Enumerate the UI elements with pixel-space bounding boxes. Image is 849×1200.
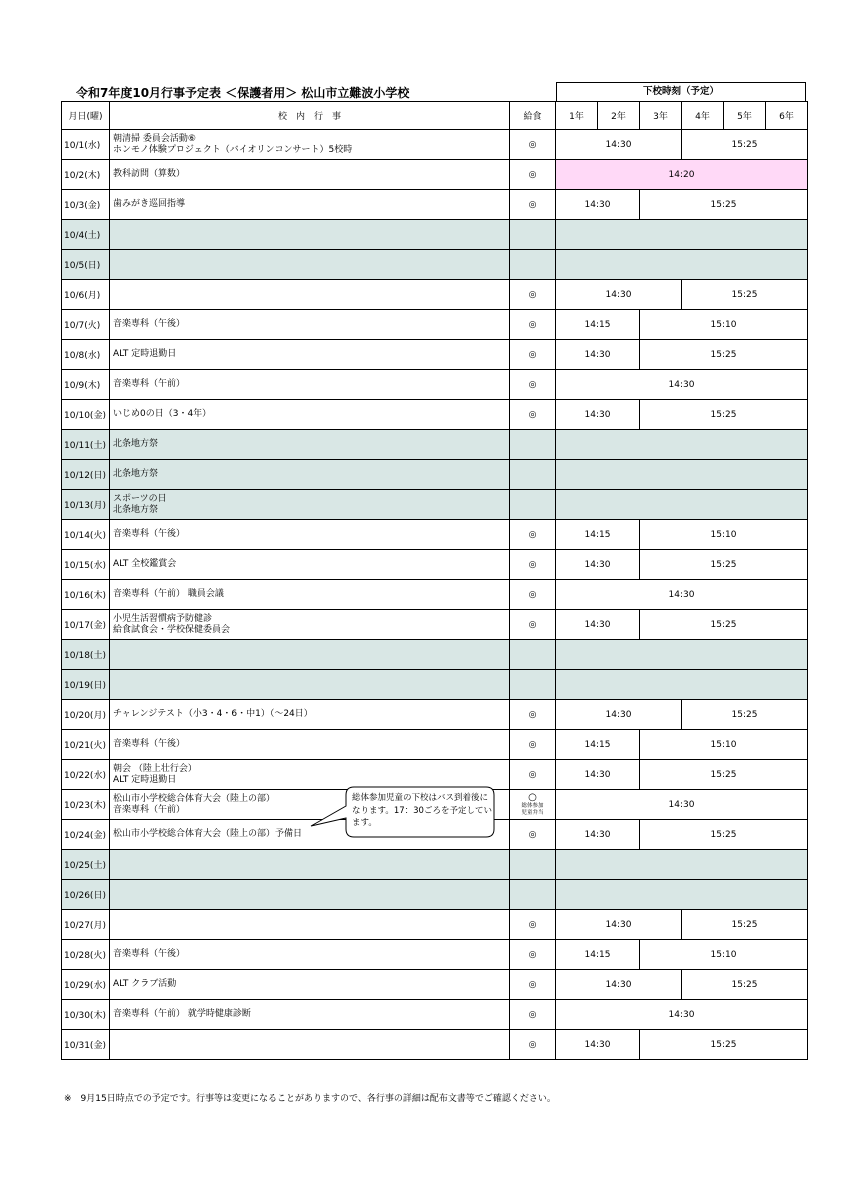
- row-dismissal-time: 14:20: [556, 160, 808, 190]
- event-line: 音楽専科（午前） 職員会議: [113, 589, 224, 599]
- row-dismissal-time: 14:30: [556, 1000, 808, 1030]
- row-dismissal-time: 14:30: [556, 400, 640, 430]
- row-date: 10/21(火): [62, 730, 110, 760]
- row-date: 10/11(土): [62, 430, 110, 460]
- row-date: 10/27(月): [62, 910, 110, 940]
- row-date: 10/6(月): [62, 280, 110, 310]
- event-line: 小児生活習慣病予防健診: [113, 613, 213, 624]
- row-date: 10/19(日): [62, 670, 110, 700]
- row-dismissal-time: 15:25: [640, 820, 808, 850]
- row-meal: ◎: [510, 160, 556, 190]
- row-dismissal-time: 15:25: [640, 400, 808, 430]
- row-dismissal-time: 14:15: [556, 730, 640, 760]
- row-date: 10/10(金): [62, 400, 110, 430]
- row-date: 10/13(月): [62, 490, 110, 520]
- row-dismissal-time: 14:30: [556, 790, 808, 820]
- row-date: 10/15(水): [62, 550, 110, 580]
- row-meal: ◎: [510, 520, 556, 550]
- event-line: 音楽専科（午前） 就学時健康診断: [113, 1009, 251, 1019]
- meal-mark: ○: [528, 792, 537, 803]
- row-meal: ◎: [510, 190, 556, 220]
- row-meal: ◎: [510, 580, 556, 610]
- row-date: 10/12(日): [62, 460, 110, 490]
- row-meal: ◎: [510, 610, 556, 640]
- header-grade-3: 3年: [640, 102, 682, 130]
- row-dismissal-time: 15:25: [682, 910, 808, 940]
- row-date: 10/18(土): [62, 640, 110, 670]
- header-grade-1: 1年: [556, 102, 598, 130]
- row-meal: ◎: [510, 130, 556, 160]
- row-dismissal-time: 15:25: [640, 340, 808, 370]
- row-dismissal-time: 14:15: [556, 310, 640, 340]
- row-date: 10/28(火): [62, 940, 110, 970]
- row-dismissal-time: 15:25: [682, 130, 808, 160]
- row-dismissal-time: 15:25: [682, 700, 808, 730]
- row-dismissal-time: 15:25: [640, 550, 808, 580]
- row-date: 10/9(木): [62, 370, 110, 400]
- row-dismissal-time: 14:30: [556, 970, 682, 1000]
- row-date: 10/20(月): [62, 700, 110, 730]
- row-dismissal-time: 14:30: [556, 700, 682, 730]
- row-date: 10/17(金): [62, 610, 110, 640]
- row-date: 10/23(木): [62, 790, 110, 820]
- row-dismissal-time: 15:10: [640, 730, 808, 760]
- row-meal: ◎: [510, 760, 556, 790]
- row-meal: ◎: [510, 820, 556, 850]
- row-dismissal-time: 15:25: [640, 190, 808, 220]
- event-line: 音楽専科（午後）: [113, 739, 186, 749]
- row-meal: ◎: [510, 970, 556, 1000]
- row-date: 10/26(日): [62, 880, 110, 910]
- row-meal: ◎: [510, 340, 556, 370]
- row-meal: ◎: [510, 730, 556, 760]
- row-dismissal-time: 14:15: [556, 940, 640, 970]
- row-dismissal-time: 14:30: [556, 130, 682, 160]
- row-meal: ◎: [510, 910, 556, 940]
- row-meal: ◎: [510, 1000, 556, 1030]
- header-grade-2: 2年: [598, 102, 640, 130]
- event-line: 北条地方祭: [113, 439, 159, 449]
- event-line: チャレンジテスト（小3・4・6・中1）（～24日）: [113, 709, 313, 719]
- event-line: 音楽専科（午前）: [113, 379, 186, 389]
- callout-text: 総体参加児童の下校はバス到着後になります。17：30ごろを予定しています。: [352, 793, 492, 828]
- event-line: 教科訪問（算数）: [113, 169, 186, 179]
- row-dismissal-time: 14:30: [556, 580, 808, 610]
- header-grade-4: 4年: [682, 102, 724, 130]
- event-line: ALT 定時退勤日: [113, 349, 177, 359]
- header-date: 月日(曜): [62, 102, 110, 130]
- row-date: 10/7(火): [62, 310, 110, 340]
- row-dismissal-time: 14:15: [556, 520, 640, 550]
- event-line: 朝会 （陸上壮行会）: [113, 763, 197, 774]
- meal-note: 総体参加 児童弁当: [521, 803, 544, 816]
- row-dismissal-time: 14:30: [556, 550, 640, 580]
- header-meal: 給食: [510, 102, 556, 130]
- row-meal: ◎: [510, 550, 556, 580]
- page-title: 令和7年度10月行事予定表 ＜保護者用＞ 松山市立難波小学校: [76, 86, 410, 100]
- event-line: 音楽専科（午前）: [113, 804, 186, 815]
- event-line: ホンモノ体験プロジェクト（バイオリンコンサート）5校時: [113, 144, 353, 155]
- row-dismissal-time: 14:30: [556, 760, 640, 790]
- row-date: 10/30(木): [62, 1000, 110, 1030]
- row-date: 10/29(水): [62, 970, 110, 1000]
- row-meal: ◎: [510, 280, 556, 310]
- row-meal: ◎: [510, 940, 556, 970]
- row-date: 10/5(日): [62, 250, 110, 280]
- row-date: 10/31(金): [62, 1030, 110, 1060]
- row-dismissal-time: 14:30: [556, 280, 682, 310]
- row-dismissal-time: 15:25: [640, 1030, 808, 1060]
- row-meal: ◎: [510, 400, 556, 430]
- header-grade-6: 6年: [766, 102, 808, 130]
- row-date: 10/3(金): [62, 190, 110, 220]
- event-line: ALT 全校鑑賞会: [113, 559, 177, 569]
- row-dismissal-time: 15:10: [640, 520, 808, 550]
- row-date: 10/22(水): [62, 760, 110, 790]
- row-meal: ◎: [510, 370, 556, 400]
- event-line: 音楽専科（午後）: [113, 319, 186, 329]
- row-meal: ◎: [510, 700, 556, 730]
- event-line: ALT 定時退勤日: [113, 774, 177, 785]
- dismissal-time-header: 下校時刻（予定）: [556, 82, 806, 101]
- row-dismissal-time: 15:10: [640, 310, 808, 340]
- row-date: 10/24(金): [62, 820, 110, 850]
- event-line: スポーツの日: [113, 493, 167, 504]
- row-meal: ◎: [510, 310, 556, 340]
- row-date: 10/25(土): [62, 850, 110, 880]
- row-dismissal-time: 15:25: [682, 970, 808, 1000]
- row-meal: ◎: [510, 1030, 556, 1060]
- row-dismissal-time: 14:30: [556, 370, 808, 400]
- event-line: 歯みがき巡回指導: [113, 199, 186, 209]
- row-dismissal-time: 15:25: [640, 610, 808, 640]
- event-line: 音楽専科（午後）: [113, 949, 186, 959]
- row-date: 10/16(木): [62, 580, 110, 610]
- row-dismissal-time: 14:30: [556, 910, 682, 940]
- header-grade-5: 5年: [724, 102, 766, 130]
- row-dismissal-time: 14:30: [556, 1030, 640, 1060]
- event-line: 北条地方祭: [113, 469, 159, 479]
- event-line: ALT クラブ活動: [113, 979, 177, 989]
- row-dismissal-time: 14:30: [556, 820, 640, 850]
- row-date: 10/14(火): [62, 520, 110, 550]
- row-dismissal-time: 14:30: [556, 190, 640, 220]
- row-date: 10/2(木): [62, 160, 110, 190]
- row-dismissal-time: 15:25: [640, 760, 808, 790]
- row-dismissal-time: 15:25: [682, 280, 808, 310]
- event-line: 松山市小学校総合体育大会（陸上の部）予備日: [113, 829, 303, 839]
- event-line: 朝清掃 委員会活動⑥: [113, 133, 196, 144]
- event-line: 音楽専科（午後）: [113, 529, 186, 539]
- row-date: 10/8(水): [62, 340, 110, 370]
- row-date: 10/4(土): [62, 220, 110, 250]
- row-date: 10/1(水): [62, 130, 110, 160]
- event-line: 松山市小学校総合体育大会（陸上の部）: [113, 793, 276, 804]
- row-dismissal-time: 15:10: [640, 940, 808, 970]
- row-dismissal-time: 14:30: [556, 610, 640, 640]
- footer-note: ※ 9月15日時点での予定です。行事等は変更になることがありますので、各行事の詳細は配布文書等でご確認ください。: [64, 1094, 556, 1104]
- event-line: いじめ0の日（3・4年）: [113, 409, 212, 419]
- row-dismissal-time: 14:30: [556, 340, 640, 370]
- event-line: 北条地方祭: [113, 504, 159, 515]
- header-event: 校 内 行 事: [110, 102, 510, 130]
- event-line: 給食試食会・学校保健委員会: [113, 624, 231, 635]
